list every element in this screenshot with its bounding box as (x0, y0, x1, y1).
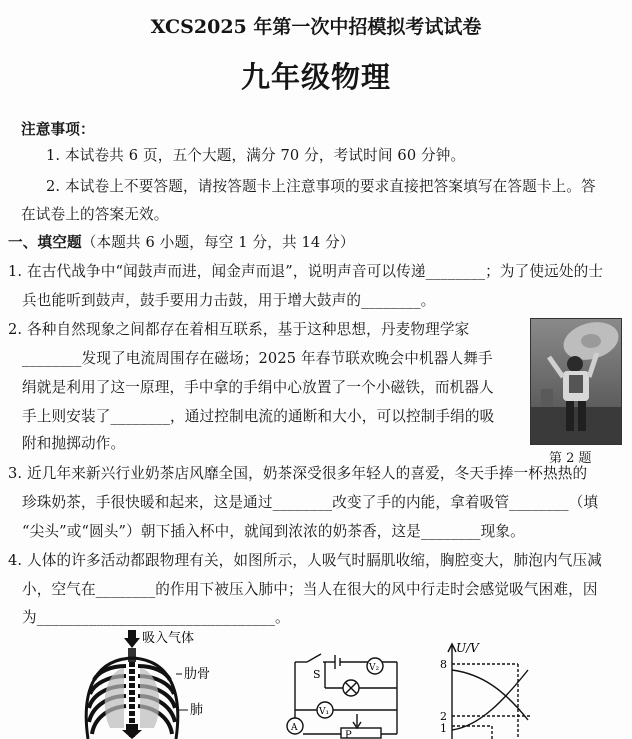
question-3-line-1: 3. 近几年来新兴行业奶茶店风靡全国，奶茶深受很多年轻人的喜爱，冬天手捧一杯热热的 (8, 465, 588, 482)
question-2-line-1: 2. 各种自然现象之间都存在着相互联系，基于这种思想，丹麦物理学家 (8, 321, 470, 338)
y-axis-label: U/V (456, 641, 479, 655)
notes-item-2-line-2: 在试卷上的答案无效。 (21, 206, 169, 223)
tick-8: 8 (440, 658, 447, 671)
exam-title: XCS2025 年第一次中招模拟考试试卷 (150, 16, 482, 38)
v1-label: V₁ (319, 707, 330, 717)
subject-title: 九年级物理 (240, 60, 391, 94)
question-1-line-2: 兵也能听到鼓声，鼓手要用力击鼓，用于增大鼓声的________。 (22, 292, 436, 309)
robot-photo-drawing (531, 319, 621, 444)
question-2-line-4: 手上则安装了________，通过控制电流的通断和大小，可以控制手绢的吸 (22, 408, 495, 425)
notes-heading: 注意事项： (21, 121, 95, 138)
rib-label: 肋骨 (184, 667, 211, 682)
robot-handkerchief-photo (530, 318, 622, 445)
section-1-heading (8, 231, 355, 252)
photo-caption: 第 2 题 (549, 451, 592, 466)
lung-diagram (70, 628, 260, 739)
question-4-line-3: 为________________________________。 (22, 609, 290, 626)
inhale-label: 吸入气体 (142, 631, 195, 646)
circuit-diagram (285, 648, 415, 739)
question-4-line-1: 4. 人体的许多活动都跟物理有关，如图所示，人吸气时膈肌收缩，胸腔变大，肺泡内气压减 (8, 552, 603, 569)
question-2-line-5: 附和抛掷动作。 (22, 435, 126, 452)
notes-item-1: 1. 本试卷共 6 页，五个大题，满分 70 分，考试时间 60 分钟。 (46, 147, 466, 164)
switch-label: S (313, 668, 321, 681)
voltage-graph (432, 640, 552, 739)
question-3-line-3: “尖头”或“圆头”）朝下插入杯中，就闻到浓浓的奶茶香，这是________现象。 (22, 523, 525, 540)
question-1-line-1: 1. 在古代战争中“闻鼓声而进，闻金声而退”，说明声音可以传递________；为了使远处的士 (8, 263, 604, 280)
question-2-line-2: ________发现了电流周围存在磁场；2025 年春节联欢晚会中机器人舞手 (22, 350, 493, 367)
question-2-line-3: 绢就是利用了这一原理，手中拿的手绢中心放置了一个小磁铁，而机器人 (22, 379, 494, 396)
ammeter-label: A (291, 723, 298, 733)
question-3-line-2: 珍珠奶茶，手很快暖和起来，这是通过________改变了手的内能，拿着吸管________（填 (22, 494, 599, 511)
lung-label: 肺 (190, 703, 204, 718)
inhale-arrow-icon (124, 630, 140, 648)
question-4-line-2: 小，空气在________的作用下被压入肺中；当人在很大的风中行走时会感觉吸气困难，因 (22, 581, 598, 598)
slider-arrow-icon (353, 714, 361, 728)
section-1-title: 一、填空题 (8, 234, 82, 251)
notes-item-2-line-1: 2. 本试卷上不要答题，请按答题卡上注意事项的要求直接把答案填写在答题卡上。答 (46, 178, 596, 195)
v2-label: V₂ (369, 663, 380, 673)
slider-label: P (345, 730, 352, 739)
curve-1 (452, 670, 528, 720)
tick-2: 2 (440, 710, 447, 723)
tick-1: 1 (440, 722, 447, 735)
curve-2 (452, 670, 528, 730)
section-1-detail: （本题共 6 小题，每空 1 分，共 14 分） (81, 234, 355, 251)
